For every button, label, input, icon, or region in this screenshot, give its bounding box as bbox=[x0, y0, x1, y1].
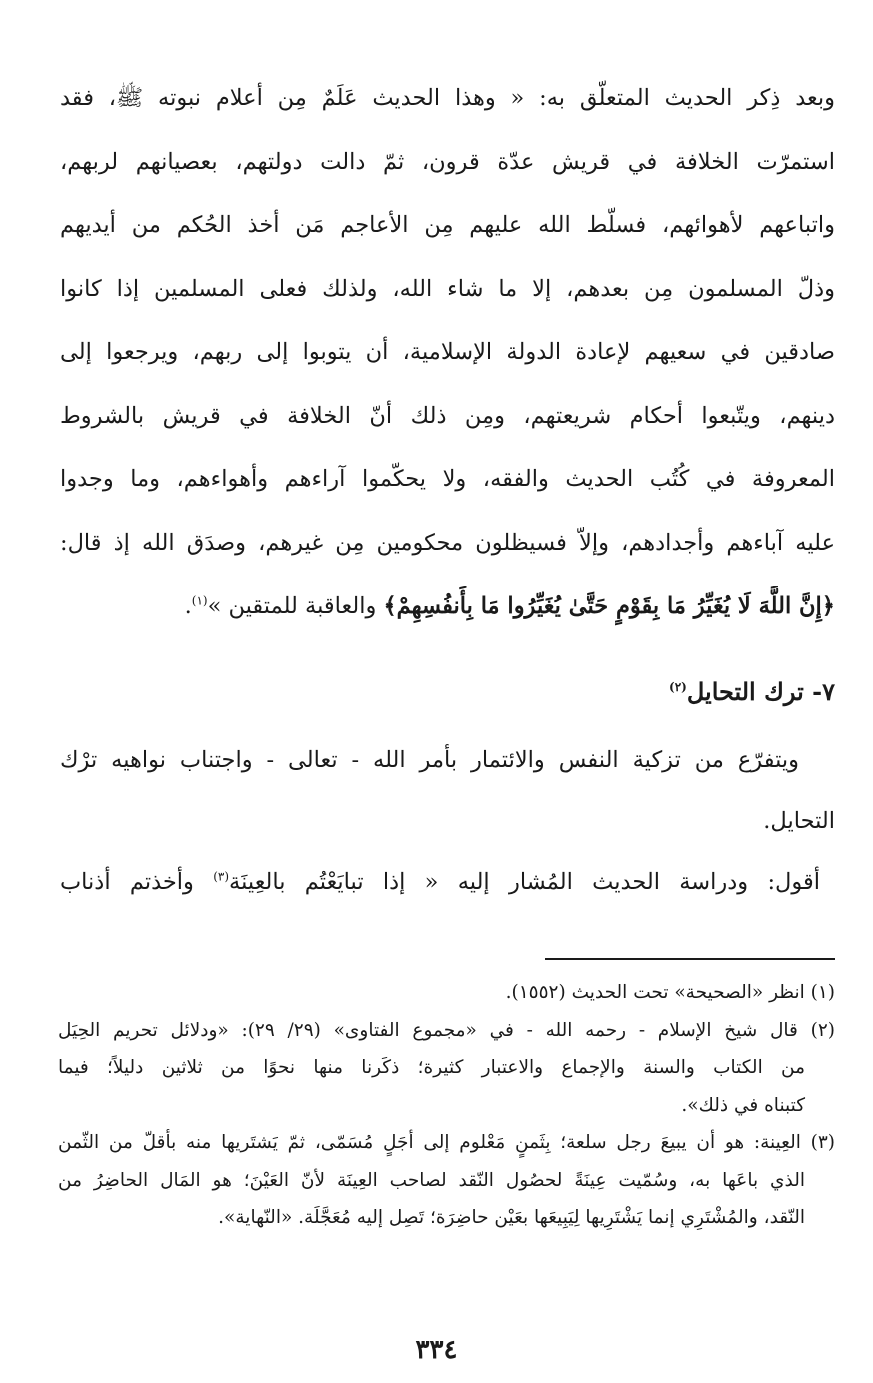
footnote-ref-1: (١) bbox=[191, 593, 208, 608]
footnote-3-line: (٣) العِينة: هو أن يبيعَ رجل سلعة؛ بِثَمنٍ مَعْلوم إلى أجَلٍ مُسَمّى، ثمّ يَشتَريها منه بأقلّ من الثّمن bbox=[58, 1132, 835, 1153]
text-line: التحايل. bbox=[763, 808, 835, 834]
text-line: استمرّت الخلافة في قريش عدّة قرون، ثمّ دالت دولتهم، بعصيانهم لربهم، bbox=[60, 148, 835, 175]
footnote-3-line: النّقد، والمُشْتَرِي إنما يَشْتَرِيها لِيَبِيعَها بعَيْن حاضِرَة؛ تَصِل إليه مُعَجَّلَة. «النّهاية». bbox=[218, 1207, 805, 1228]
footnotes bbox=[58, 976, 835, 1239]
footnote-3-line: الذي باعَها به، وسُمّيت عِينَةً لحصُول النّقد لصاحب العِينَة لأنّ العَيْنَ؛ هو المَال الحاضِرُ من bbox=[58, 1169, 805, 1191]
text-line: دينهم، ويتّبعوا أحكام شريعتهم، ومِن ذلك أنّ الخلافة في قريش بالشروط bbox=[60, 402, 835, 429]
sentence-end: . bbox=[184, 593, 192, 619]
text-line bbox=[60, 862, 820, 902]
quran-verse-line bbox=[60, 586, 835, 650]
text-line: وبعد ذِكر الحديث المتعلّق به: « وهذا الحديث عَلَمٌ مِن أعلام نبوته ﷺ، فقد bbox=[60, 85, 835, 111]
footnote-ref-2: (٢) bbox=[669, 680, 687, 694]
text-line: واتباعهم لأهوائهم، فسلّط الله عليهم مِن الأعاجم مَن أخذ الحُكم من أيديهم bbox=[60, 212, 835, 238]
text-line: وذلّ المسلمون مِن بعدهم، إلا ما شاء الله، ولذلك فعلى المسلمين إذا كانوا bbox=[60, 275, 835, 302]
text-line: صادقين في سعيهم لإعادة الدولة الإسلامية، أن يتوبوا إلى ربهم، ويرجعوا إلى bbox=[60, 339, 835, 365]
footnote-separator bbox=[545, 958, 835, 960]
quote-start: أقول: ودراسة الحديث المُشار إليه « إذا تبايَعْتُم بالعِينَة bbox=[229, 869, 820, 895]
section-heading-text: ٧- ترك التحايل bbox=[686, 677, 835, 706]
closing-paragraph bbox=[60, 862, 820, 902]
quran-verse: ﴿إِنَّ اللَّهَ لَا يُغَيِّرُ مَا بِقَوْمٍ حَتَّىٰ يُغَيِّرُوا مَا بِأَنفُسِهِمْ﴾ bbox=[383, 593, 835, 619]
footnote-ref-3: (٣) bbox=[213, 869, 230, 884]
section-paragraph bbox=[60, 740, 835, 862]
page-number: ٣٣٤ bbox=[415, 1335, 458, 1365]
verse-continuation: والعاقبة للمتقين » bbox=[207, 593, 384, 619]
section-heading bbox=[669, 672, 835, 712]
footnote-2-line: كتبناه في ذلك». bbox=[681, 1094, 805, 1116]
text-line: عليه آباءهم وأجدادهم، وإلاّ فسيظلون محكومين مِن غيرهم، وصدَق الله إذ قال: bbox=[60, 529, 835, 556]
text-line: ويتفرّع من تزكية النفس والائتمار بأمر الله - تعالى - واجتناب نواهيه ترْك bbox=[60, 747, 799, 773]
footnote-2-line: (٢) قال شيخ الإسلام - رحمه الله - في «مجموع الفتاوى» (٢٩/ ٢٩): «ودلائل تحريم الحِيَل bbox=[58, 1019, 835, 1041]
main-paragraph bbox=[60, 78, 835, 650]
quote-continuation: وأخذتم أذناب bbox=[60, 869, 214, 895]
text-line: المعروفة في كُتُب الحديث والفقه، ولا يحكّموا آراءهم وأهواءهم، وما وجدوا bbox=[60, 466, 835, 492]
footnote-1: (١) انظر «الصحيحة» تحت الحديث (١٥٥٢). bbox=[505, 982, 835, 1003]
footnote-2-line: من الكتاب والسنة والإجماع والاعتبار كثيرة؛ ذكَرنا منها نحوًا من ثلاثين دليلاً؛ فيما bbox=[58, 1057, 805, 1078]
